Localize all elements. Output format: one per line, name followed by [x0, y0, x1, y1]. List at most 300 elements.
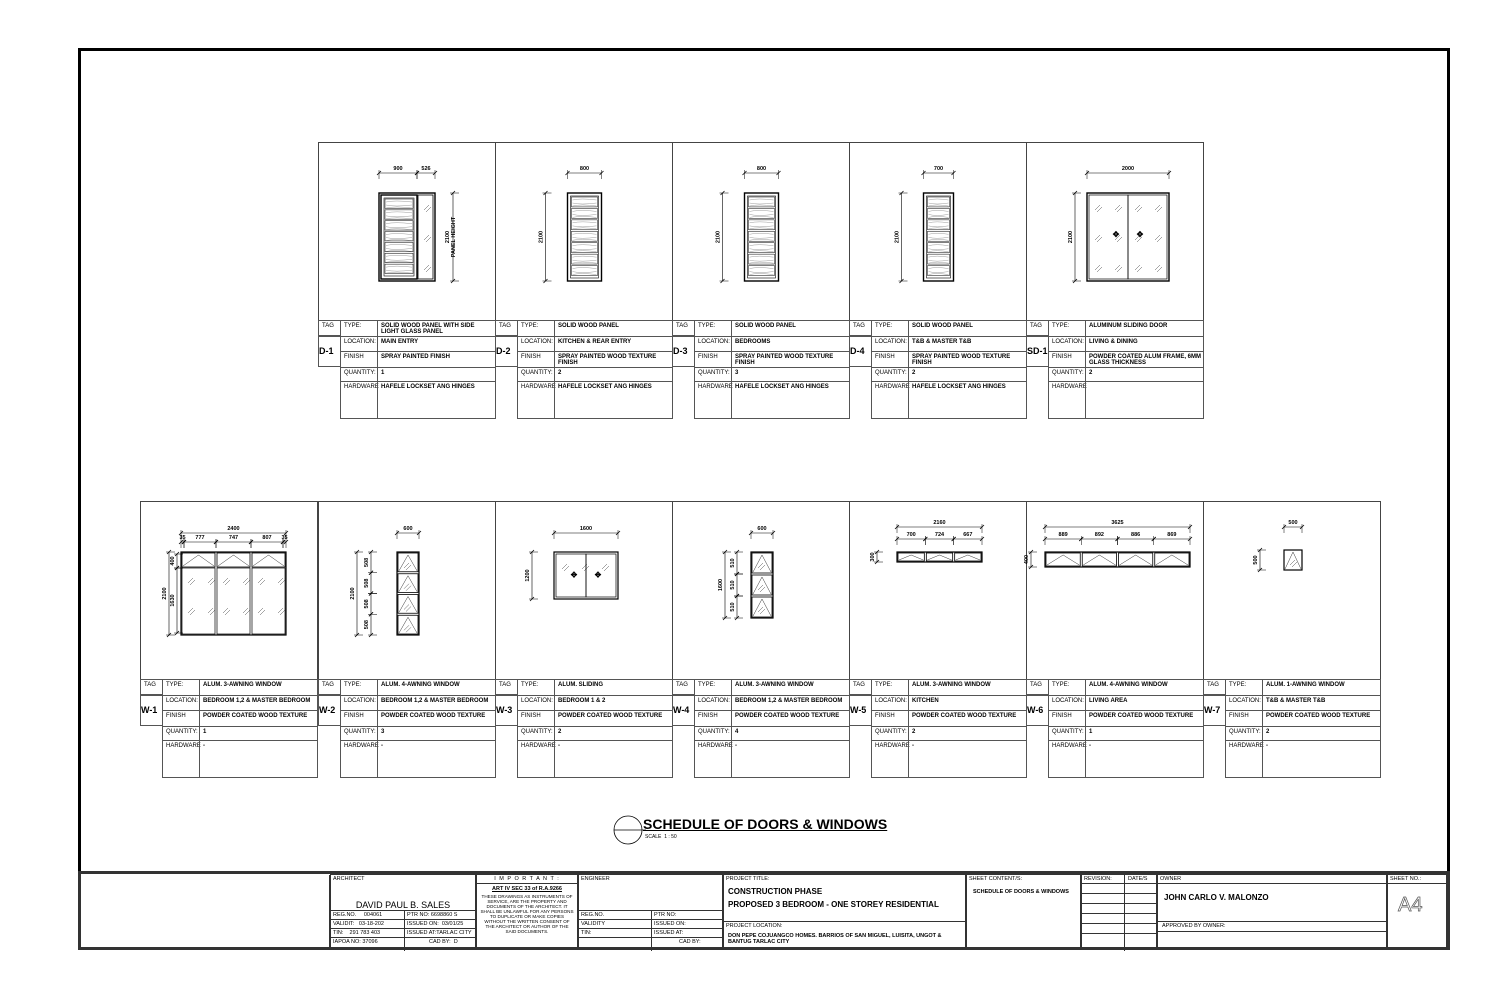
- dimension-label: 500: [1253, 555, 1259, 565]
- wood-grain-line: [750, 262, 774, 263]
- hardware-label: HARDWARE: [871, 740, 908, 777]
- quantity-label: QUANTITY:: [694, 367, 731, 381]
- architect-block: ARCHITECT DAVID PAUL B. SALES REG.NO. 004061 PTR NO: 6698860 S VALIDIT: 03-18-202 ISSUED ON: 03/01/25 TIN: 291 783 403 ISSUED AT:TARLAC CITY IAPOA NO: 37096 CAD BY: D: [330, 874, 476, 950]
- wood-grain-line: [573, 260, 597, 261]
- finish-value: POWDER COATED ALUM FRAME, 6MM GLASS THICKNESS: [1085, 351, 1204, 367]
- schedule-table-w-2: [318, 679, 496, 777]
- awning-swing-line: [234, 555, 250, 566]
- location-value: BEDROOM 1,2 & MASTER BEDROOM: [199, 695, 318, 710]
- awning-pane: [398, 595, 418, 614]
- glass-hatch: [1097, 267, 1102, 272]
- hardware-value: -: [731, 740, 850, 777]
- type-value: ALUM. 3-AWNING WINDOW: [908, 679, 1027, 695]
- wood-grain-line: [929, 210, 949, 211]
- finish-value: POWDER COATED WOOD TEXTURE: [731, 710, 850, 726]
- awning-swing-line: [199, 555, 215, 566]
- wood-grain-line: [929, 203, 949, 204]
- wood-grain-line: [386, 238, 412, 239]
- tag-header: TAG: [672, 679, 694, 695]
- dimension-label: 2100: [894, 230, 901, 244]
- location-value: BEDROOM 1,2 & MASTER BEDROOM: [731, 695, 850, 710]
- finish-label: FINISH: [162, 710, 199, 726]
- dimension-label: 2000: [1121, 166, 1135, 172]
- quantity-value: 1: [377, 367, 496, 381]
- dimension-label: 600: [757, 526, 767, 532]
- wood-grain-line: [573, 216, 597, 217]
- dimension-label: 2100: [1068, 230, 1074, 244]
- dimension-label: 747: [228, 535, 239, 541]
- awning-swing-line: [762, 577, 771, 594]
- wood-grain-line: [573, 228, 597, 229]
- awning-pane: [1119, 553, 1153, 566]
- wood-grain-line: [573, 203, 597, 204]
- location-value: KITCHEN: [908, 695, 1027, 710]
- wood-grain-line: [386, 240, 412, 241]
- type-label: TYPE:: [517, 679, 554, 695]
- awning-pane: [752, 597, 772, 617]
- dimension-label: 508: [364, 557, 370, 567]
- glass-hatch: [758, 563, 763, 568]
- dimension-label: 700: [906, 532, 916, 538]
- schedule-table-w-5: [849, 679, 1027, 777]
- fixed-pane: [217, 568, 250, 634]
- wood-grain-line: [929, 199, 949, 200]
- hardware-value: HAFELE LOCKSET ANG HINGES: [908, 381, 1027, 418]
- wood-grain-line: [929, 237, 949, 238]
- glass-hatch: [258, 578, 263, 583]
- glass-hatch: [1115, 265, 1120, 270]
- hardware-value: -: [908, 740, 1027, 777]
- type-value: ALUM. 1-AWNING WINDOW: [1262, 679, 1381, 695]
- wood-grain-line: [929, 249, 949, 250]
- window-elevation-panel-w-5: [849, 501, 1027, 680]
- important-notice: I M P O R T A N T : ART IV SEC 33 of R.A.9266 THESE DRAWINGS AS INSTRUMENTS OF SERVICE, ARE THE PROPERTY AND DOCUMENTS OF THE ARCHITECT. IT SHALL BE UNLAWFUL FOR ANY PERSONS TO DUPLICATE OR MAKE COPIES WITHOUT THE WRITTEN CONSENT OF THE ARCHITECT OR AUTHOR OF THE SAID DOCUMENTS.: [476, 874, 578, 950]
- awning-swing-line: [1136, 555, 1152, 565]
- glass-hatch: [1117, 267, 1122, 272]
- glass-hatch: [190, 580, 195, 585]
- finish-value: POWDER COATED WOOD TEXTURE: [908, 710, 1027, 726]
- hardware-label: HARDWARE: [517, 381, 554, 418]
- hardware-value: HAFELE LOCKSET ANG HINGES: [731, 381, 850, 418]
- wood-grain-line: [386, 207, 412, 208]
- hardware-label: HARDWARE: [162, 740, 199, 777]
- glass-hatch: [225, 580, 230, 585]
- window-frame: [181, 552, 286, 635]
- dimension-label: 2100: [350, 587, 356, 600]
- wood-grain-line: [386, 227, 412, 228]
- glass-hatch: [1095, 205, 1100, 210]
- finish-label: FINISH: [517, 351, 554, 367]
- door-leaf: [924, 193, 954, 281]
- fixed-pane: [182, 568, 215, 634]
- awning-pane: [398, 553, 418, 572]
- finish-value: POWDER COATED WOOD TEXTURE: [199, 710, 318, 726]
- type-label: TYPE:: [694, 320, 731, 336]
- sheet-number: A4: [1398, 894, 1423, 916]
- tag-value: D-1: [319, 346, 334, 356]
- finish-value: POWDER COATED WOOD TEXTURE: [1085, 710, 1204, 726]
- glass-hatch: [1157, 237, 1162, 242]
- wood-grain-line: [750, 239, 774, 240]
- wood-grain-line: [573, 214, 597, 215]
- hardware-value: -: [1262, 740, 1381, 777]
- hardware-value: -: [199, 740, 318, 777]
- wood-grain-line: [386, 201, 412, 202]
- sliding-panel: [1128, 195, 1167, 279]
- finish-label: FINISH: [694, 351, 731, 367]
- glass-hatch: [280, 580, 285, 585]
- awning-pane: [752, 575, 772, 595]
- finish-label: FINISH: [1048, 710, 1085, 726]
- quantity-value: 2: [908, 726, 1027, 740]
- door-leaf: [381, 195, 417, 279]
- type-value: SOLID WOOD PANEL WITH SIDE LIGHT GLASS PANEL: [377, 320, 496, 336]
- glass-hatch: [758, 607, 763, 612]
- glass-hatch: [243, 608, 248, 613]
- glass-hatch: [188, 578, 193, 583]
- awning-swing-line: [399, 555, 408, 571]
- hardware-label: HARDWARE: [340, 381, 377, 418]
- door-elevation-d-1: [319, 143, 496, 321]
- awning-pane: [398, 615, 418, 634]
- slide-arrow-icon: ✥: [1136, 230, 1144, 239]
- wood-grain-line: [386, 229, 412, 230]
- glass-hatch: [243, 578, 248, 583]
- glass-hatch: [760, 609, 765, 614]
- awning-pane: [752, 553, 772, 573]
- hardware-value: -: [1085, 740, 1204, 777]
- tag-value: W-6: [1027, 705, 1044, 715]
- wood-grain-line: [929, 239, 949, 240]
- glass-hatch: [404, 605, 409, 610]
- awning-swing-line: [218, 555, 234, 566]
- awning-pane: [398, 574, 418, 593]
- window-frame: [1284, 550, 1302, 570]
- schedule-table-w-4: [672, 679, 850, 777]
- wood-grain-line: [929, 274, 949, 275]
- glass-hatch: [260, 610, 265, 615]
- wood-grain-line: [386, 218, 412, 219]
- glass-hatch: [1117, 207, 1122, 212]
- glass-hatch: [1135, 265, 1140, 270]
- awning-pane: [1046, 553, 1080, 566]
- wood-grain-line: [929, 260, 949, 261]
- wood-grain-line: [386, 234, 412, 235]
- finish-label: FINISH: [1225, 710, 1262, 726]
- dimension-label: 510: [730, 580, 736, 590]
- quantity-label: QUANTITY:: [694, 726, 731, 740]
- tag-value: D-3: [673, 346, 688, 356]
- glass-hatch: [758, 585, 763, 590]
- glass-hatch: [1095, 235, 1100, 240]
- window-elevation-panel-w-7: [1203, 501, 1381, 680]
- awning-swing-line: [408, 617, 417, 633]
- awning-swing-line: [940, 555, 952, 560]
- quantity-label: QUANTITY:: [162, 726, 199, 740]
- hardware-value: -: [554, 740, 673, 777]
- finish-value: SPRAY PAINTED FINISH: [377, 351, 496, 367]
- wood-grain-line: [573, 205, 597, 206]
- location-label: LOCATION:: [340, 336, 377, 351]
- dimension-label: 508: [364, 599, 370, 609]
- quantity-label: QUANTITY:: [1048, 726, 1085, 740]
- wood-grain-line: [573, 245, 597, 246]
- schedule-table-d-2: [495, 320, 673, 418]
- quantity-label: QUANTITY:: [340, 367, 377, 381]
- wood-grain-line: [929, 233, 949, 234]
- drawing-title: SCHEDULE OF DOORS & WINDOWS: [643, 816, 888, 832]
- schedule-table-w-7: [1203, 679, 1381, 777]
- schedule-table-sd-1: [1026, 320, 1204, 418]
- wood-grain-line: [750, 268, 774, 269]
- hardware-label: HARDWARE: [694, 381, 731, 418]
- tag-header: TAG: [1203, 679, 1225, 695]
- awning-pane: [1155, 553, 1189, 566]
- hardware-label: HARDWARE: [1048, 740, 1085, 777]
- schedule-table-w-1: [140, 679, 318, 777]
- wood-grain-line: [386, 266, 412, 267]
- quantity-value: 3: [377, 726, 496, 740]
- location-value: BEDROOM 1 & 2: [554, 695, 673, 710]
- glass-hatch: [602, 564, 607, 569]
- slide-arrow-icon: ✥: [570, 570, 578, 580]
- finish-value: POWDER COATED WOOD TEXTURE: [377, 710, 496, 726]
- dimension-label: 2100: [715, 230, 722, 244]
- glass-hatch: [760, 565, 765, 570]
- finish-label: FINISH: [694, 710, 731, 726]
- wood-grain-line: [929, 228, 949, 229]
- dimension-label: 2160: [933, 520, 946, 526]
- type-value: ALUM. SLIDING: [554, 679, 673, 695]
- wood-grain-line: [750, 222, 774, 223]
- finish-label: FINISH: [871, 351, 908, 367]
- awning-swing-line: [1063, 555, 1079, 565]
- wood-grain-line: [386, 205, 412, 206]
- dimension-label: 35: [281, 535, 288, 541]
- type-label: TYPE:: [1048, 679, 1085, 695]
- location-label: LOCATION:: [340, 695, 377, 710]
- project-title-1: CONSTRUCTION PHASE: [728, 887, 823, 896]
- type-value: ALUM. 4-AWNING WINDOW: [1085, 679, 1204, 695]
- project-block: PROJECT TITLE: CONSTRUCTION PHASE PROPOSED 3 BEDROOM - ONE STOREY RESIDENTIAL PROJECT LOCATION: DON PEPE COJUANGCO HOMES. BARRIOS OF SAN MIGUEL, LUISITA, UNGOT & BANTUG TARLAC CITY: [723, 874, 966, 950]
- awning-pane: [898, 553, 924, 561]
- door-elevation-panel-d-4: [849, 142, 1027, 321]
- glass-hatch: [1155, 265, 1160, 270]
- door-leaf: [568, 193, 602, 281]
- schedule-table-d-1: [318, 320, 496, 418]
- tag-value: W-4: [673, 705, 690, 715]
- quantity-value: 4: [731, 726, 850, 740]
- glass-hatch: [562, 564, 567, 569]
- dimension-label: 869: [1167, 532, 1177, 538]
- type-value: SOLID WOOD PANEL: [554, 320, 673, 336]
- slide-arrow-icon: ✥: [1112, 230, 1120, 239]
- location-label: LOCATION:: [871, 695, 908, 710]
- dimension-label: 777: [195, 535, 205, 541]
- tag-value: W-1: [141, 705, 158, 715]
- awning-swing-line: [1156, 555, 1172, 565]
- window-elevation-panel-w-6: [1026, 501, 1204, 680]
- quantity-value: 2: [554, 726, 673, 740]
- type-label: TYPE:: [340, 320, 377, 336]
- finish-value: SPRAY PAINTED WOOD TEXTURE FINISH: [554, 351, 673, 367]
- window-elevation-panel-w-2: [318, 501, 496, 680]
- wood-grain-line: [750, 251, 774, 252]
- wood-grain-line: [573, 239, 597, 240]
- quantity-value: 2: [1262, 726, 1381, 740]
- owner-name: JOHN CARLO V. MALONZO: [1164, 893, 1269, 902]
- wood-grain-line: [929, 205, 949, 206]
- door-elevation-panel-sd-1: [1026, 142, 1204, 321]
- hardware-label: HARDWARE: [1225, 740, 1262, 777]
- dimension-label: 508: [364, 578, 370, 588]
- wood-grain-line: [573, 272, 597, 273]
- wood-grain-line: [750, 216, 774, 217]
- glass-hatch: [1137, 207, 1142, 212]
- dimension-label: 508: [364, 620, 370, 630]
- tag-value: W-5: [850, 705, 867, 715]
- wood-grain-line: [750, 210, 774, 211]
- finish-value: SPRAY PAINTED WOOD TEXTURE FINISH: [908, 351, 1027, 367]
- dimension-label: 400: [1024, 554, 1030, 565]
- type-label: TYPE:: [694, 679, 731, 695]
- glass-hatch: [258, 608, 263, 613]
- door-leaf: [745, 193, 779, 281]
- window-elevation-panel-w-3: [495, 501, 673, 680]
- wood-grain-line: [573, 268, 597, 269]
- window-elevation-w-1: [141, 502, 318, 680]
- door-elevation-panel-d-1: [318, 142, 496, 321]
- awning-swing-line: [1172, 555, 1188, 565]
- awning-swing-line: [762, 555, 771, 572]
- door-elevation-d-3: [673, 143, 850, 321]
- awning-swing-line: [399, 617, 408, 633]
- glass-hatch: [424, 205, 429, 210]
- wood-grain-line: [929, 256, 949, 257]
- tag-header: TAG: [1026, 679, 1048, 695]
- wood-grain-line: [929, 226, 949, 227]
- schedule-table-d-4: [849, 320, 1027, 418]
- awning-swing-line: [1120, 555, 1136, 565]
- awning-swing-line: [1293, 552, 1301, 569]
- wood-grain-line: [386, 261, 412, 262]
- awning-swing-line: [183, 555, 199, 566]
- type-value: SOLID WOOD PANEL: [731, 320, 850, 336]
- revision-block: REVISION: DATE/S: [1081, 874, 1157, 950]
- dimension-label: 1600: [579, 526, 593, 532]
- quantity-value: 2: [908, 367, 1027, 381]
- awning-swing-line: [408, 597, 417, 613]
- type-value: SOLID WOOD PANEL: [908, 320, 1027, 336]
- type-value: ALUM. 3-AWNING WINDOW: [199, 679, 318, 695]
- awning-swing-line: [253, 555, 269, 566]
- finish-label: FINISH: [871, 710, 908, 726]
- wood-grain-line: [929, 262, 949, 263]
- tag-header: TAG: [495, 320, 517, 336]
- dimension-label: 500: [1288, 520, 1298, 526]
- dimension-label: 667: [963, 532, 973, 538]
- glass-hatch: [564, 566, 569, 571]
- glass-hatch: [424, 265, 429, 270]
- wood-grain-line: [386, 248, 412, 249]
- wood-grain-line: [750, 237, 774, 238]
- glass-hatch: [1137, 267, 1142, 272]
- glass-hatch: [190, 610, 195, 615]
- glass-hatch: [426, 237, 431, 242]
- door-elevation-d-4: [850, 143, 1027, 321]
- wood-grain-line: [750, 233, 774, 234]
- glass-hatch: [260, 580, 265, 585]
- dimension-label: 892: [1094, 532, 1104, 538]
- sheet-number-block: SHEET NO.: A4: [1387, 874, 1447, 950]
- type-value: ALUMINUM SLIDING DOOR: [1085, 320, 1204, 336]
- wood-grain-line: [750, 245, 774, 246]
- glass-hatch: [210, 580, 215, 585]
- glass-hatch: [1135, 205, 1140, 210]
- window-frame: [1045, 552, 1190, 567]
- awning-pane: [926, 553, 952, 561]
- glass-hatch: [404, 584, 409, 589]
- awning-swing-line: [899, 555, 911, 560]
- quantity-label: QUANTITY:: [517, 726, 554, 740]
- finish-value: SPRAY PAINTED WOOD TEXTURE FINISH: [731, 351, 850, 367]
- awning-swing-line: [762, 599, 771, 616]
- location-label: LOCATION:: [694, 336, 731, 351]
- quantity-value: 2: [554, 367, 673, 381]
- awning-swing-line: [399, 576, 408, 592]
- location-value: KITCHEN & REAR ENTRY: [554, 336, 673, 351]
- wood-grain-line: [573, 262, 597, 263]
- window-elevation-w-4: [673, 502, 850, 680]
- dimension-label: 700: [933, 166, 944, 172]
- architect-name: DAVID PAUL B. SALES: [355, 900, 451, 910]
- tag-header: TAG: [849, 320, 871, 336]
- type-label: TYPE:: [1225, 679, 1262, 695]
- wood-grain-line: [929, 214, 949, 215]
- door-frame: [379, 193, 435, 281]
- glass-hatch: [1155, 205, 1160, 210]
- hardware-value: -: [377, 740, 496, 777]
- glass-hatch: [404, 563, 409, 568]
- window-elevation-w-7: [1204, 502, 1381, 680]
- wood-grain-line: [750, 274, 774, 275]
- awning-swing-line: [399, 597, 408, 613]
- hardware-label: HARDWARE: [871, 381, 908, 418]
- dimension-label: 886: [1131, 532, 1141, 538]
- finish-label: FINISH: [340, 351, 377, 367]
- tag-value: W-2: [319, 705, 336, 715]
- tag-value: SD-1: [1027, 346, 1048, 356]
- wood-grain-line: [573, 233, 597, 234]
- wood-grain-line: [573, 226, 597, 227]
- tag-header: TAG: [495, 679, 517, 695]
- wood-grain-line: [573, 222, 597, 223]
- owner-block: OWNER JOHN CARLO V. MALONZO APPROVED BY OWNER:: [1157, 874, 1387, 950]
- glass-hatch: [208, 608, 213, 613]
- quantity-label: QUANTITY:: [1225, 726, 1262, 740]
- hardware-label: HARDWARE: [340, 740, 377, 777]
- dimension-label: 724: [934, 532, 945, 538]
- wood-grain-line: [386, 259, 412, 260]
- wood-grain-line: [573, 256, 597, 257]
- glass-hatch: [1292, 562, 1297, 567]
- dimension-label: 2100: [162, 587, 168, 600]
- dimension-label: 900: [393, 166, 403, 172]
- hardware-label: HARDWARE: [694, 740, 731, 777]
- wood-grain-line: [929, 251, 949, 252]
- window-elevation-panel-w-4: [672, 501, 850, 680]
- glass-hatch: [225, 610, 230, 615]
